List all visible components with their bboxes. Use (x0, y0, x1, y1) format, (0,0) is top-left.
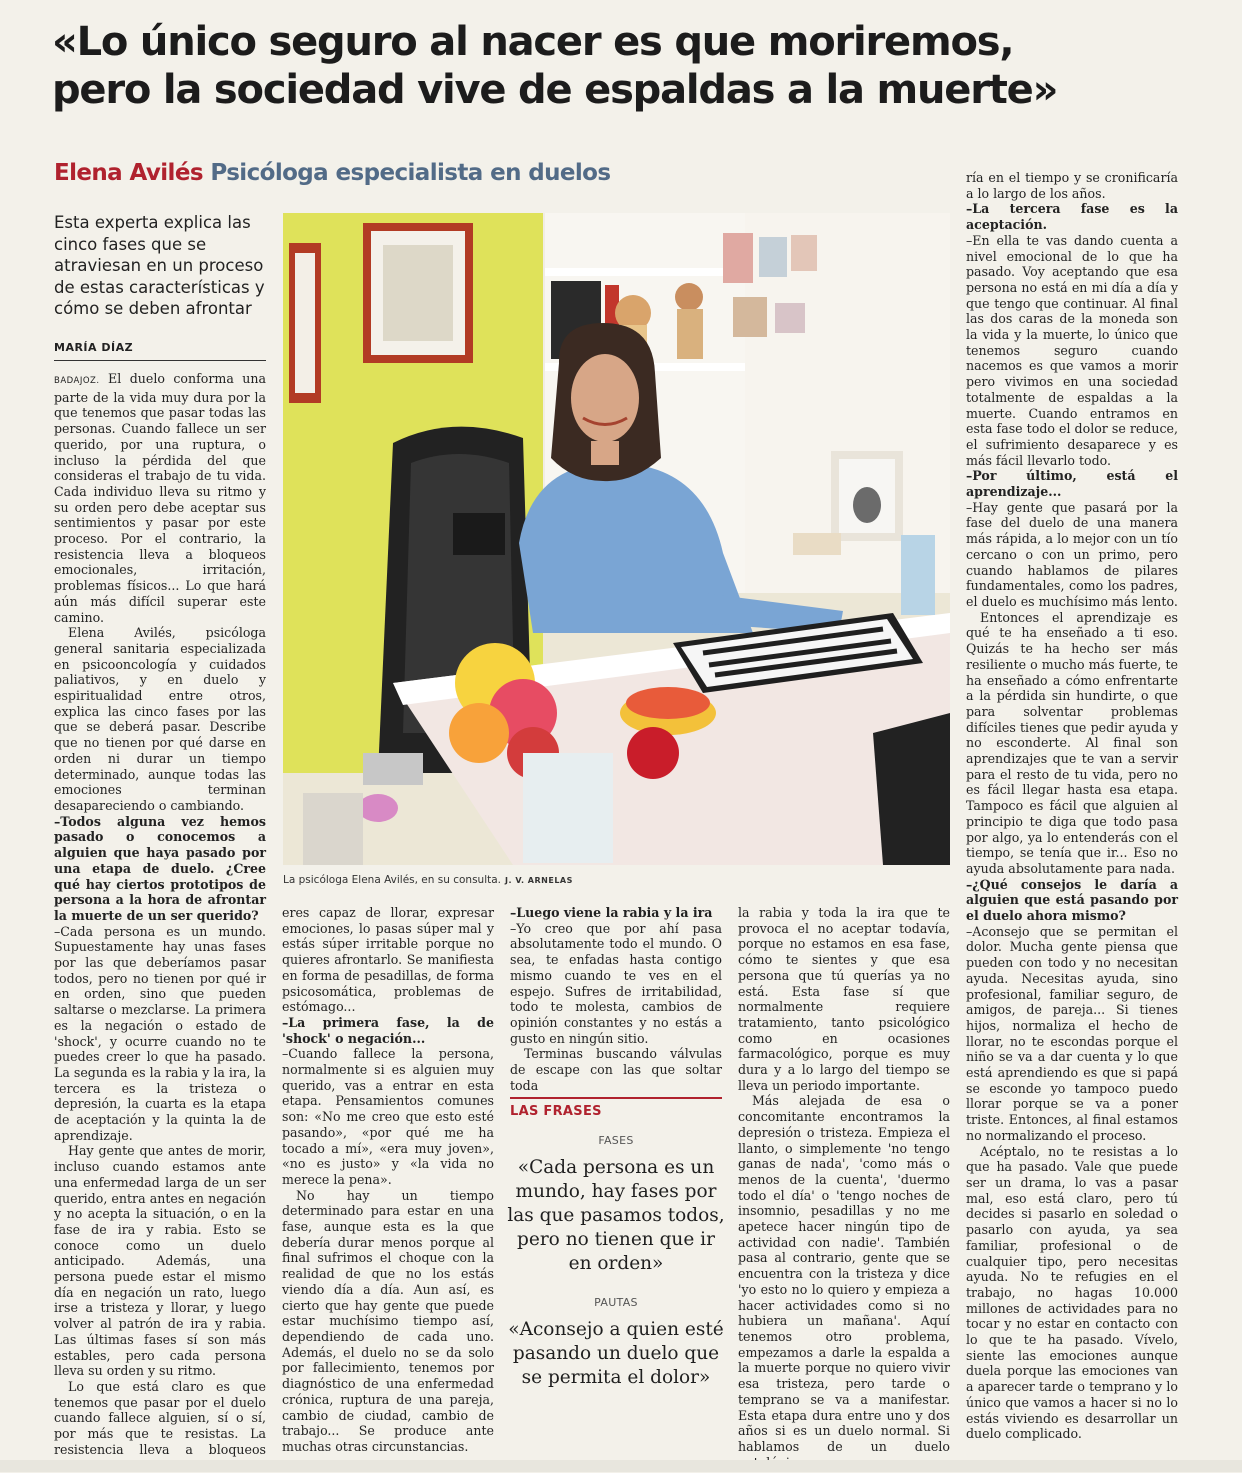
author-rule (54, 360, 266, 361)
col5-answer-3: –Aconsejo que se permitan el dolor. Mucha gente piensa que pueden con todo y no necesitan ayuda. Necesitas ayuda, sino profesional, familiar seguro, de amigos, de pareja... Si tienes hijos, normaliza el hecho de llorar, no te escondas porque el niño se va a dar cuenta y lo que está aprendiendo es que si papá se esconde yo tampoco puedo llorar porque se va a poner triste. Entonces, al final estamos no normalizando el proceso. (966, 923, 1178, 1143)
col1-paragraph-2: Elena Avilés, psicóloga general sanitaria especializada en psicooncología y cuidados paliativos, y en duelo y espiritualidad entre otros, explica las cinco fases por las que se deberá pasar. Describe que no tienen por qué darse en orden ni durar un tiempo determinado, aunque todas las emociones terminan desapareciendo o cambiando. (54, 625, 266, 813)
article-photo (283, 213, 950, 865)
col3-question-1: –Luego viene la rabia y la ira (510, 905, 713, 920)
column-5 (966, 170, 1178, 1442)
photo-caption (283, 874, 573, 886)
frases-rule (510, 1097, 722, 1099)
col2-answer-1: –Cuando fallece la persona, normalmente si es alguien muy querido, vas a entrar en esta etapa. Pensamientos comunes son: «No me creo que esto esté pasando», «por qué me ha tocado a mí», «era muy joven», «no es justo» y «la vida no merece la pena». (282, 1046, 494, 1187)
bottom-strip (0, 1460, 1242, 1472)
col4-paragraph-1: la rabia y toda la ira que te provoca el no aceptar todavía, porque no estamos en esa fase, cómo te sientes y que esa persona que tú querías ya no está. Esta fase sí que normalmente requiere tratamiento, tanto psicológico como en ocasiones farmacológico, porque es muy dura y a lo largo del tiempo se lleva un periodo importante. (738, 905, 950, 1093)
col4-paragraph-2: Más alejada de esa o concomitante encontramos la depresión o tristeza. Empieza el llanto, o simplemente 'no tengo ganas de nada', 'como más o menos de la cuenta', 'duermo todo el día' o 'tengo noches de insomnio, pesadillas y no me apetece hacer ningún tipo de actividad con nadie'. También pasa al contrario, gente que se encuentra con la tristeza y dice 'yo esto no lo quiero y empieza a hacer actividades como si no hubiera un mañana'. Aquí tenemos otro problema, empezamos a darle la espalda a la muerte porque no quiero vivir esa tristeza, pero tarde o temprano se va a manifestar. Esta etapa dura entre uno y dos años si es un duelo normal. Si hablamos de un duelo (738, 1093, 950, 1454)
col5-paragraph-2: Entonces el aprendizaje es qué te ha enseñado a ti eso. Quizás te ha hecho ser más resiliente o mucho más fuerte, te ha enseñado a cómo enfrentarte a la pérdida sin hundirte, o que para solventar problemas difíciles tienes que pedir ayuda y no esconderte. Al final son aprendizajes que te van a servir para el resto de tu vida, pero no es fácil llegar hasta esa etapa. Tampoco es fácil que alguien al principio te diga que todo pasa por algo, ya lo entenderás con el tiempo, se tenía que ir... Eso no ayuda absolutamente para nada. (966, 609, 1178, 876)
col5-question-2: –Por último, está el aprendizaje... (966, 468, 1178, 500)
column-3 (510, 905, 722, 1093)
column-2 (282, 905, 494, 1455)
col3-paragraph-1: Terminas buscando válvulas de escape con las que soltar toda (510, 1046, 722, 1093)
col5-paragraph-3: Acéptalo, no te resistas a lo que ha pasado. Vale que puede ser un drama, lo vas a pasar mal, eso está claro, pero tú decides si pasarlo en soledad o pasarlo con ayuda, ya sea familiar, profesional o de cualquier tipo, pero necesitas ayuda. No te refugies en el trabajo, no hagas 10.000 millones de actividades para no tocar y no estar en contacto con lo que te ha pasado. Vívelo, siente las emociones aunque duela porque las emociones van a aparecer tarde o temprano y lo único que vamos a hacer si no lo estás viviendo es desarrollar un duelo complicado. (966, 1143, 1178, 1442)
subtitle: Esta experta explica las cinco fases que se atraviesan en un proceso de estas características y cómo se deben afrontar (54, 213, 265, 318)
photo-illustration (283, 213, 950, 865)
headline-line-2: pero la sociedad vive de espaldas a la muerte» (52, 67, 1058, 113)
headline (52, 18, 1192, 114)
caption-text: La psicóloga Elena Avilés, en su consulta. (283, 874, 502, 886)
col2-paragraph-2: No hay un tiempo determinado para estar en una fase, aunque esta es la que debería durar menos porque al final sufrimos el choque con la realidad de que no los estás viendo día a día. Aun así, es cierto que hay gente que puede estar muchísimo tiempo así, dependiendo de cada uno. Además, el duelo no se da solo por fallecimiento, tenemos por diagnóstico de una enfermedad crónica, ruptura de una pareja, cambio de ciudad, cambio de trabajo... Se produce ante muchas otras circunstancias. (282, 1187, 494, 1454)
col5-answer-2: –Hay gente que pasará por la fase del duelo de una manera más rápida, a lo mejor con un tío cercano o con un primo, pero cuando hablamos de pilares fundamentales, como los padres, el duelo es muchísimo más lento. (966, 499, 1178, 609)
col2-question-1: –La primera fase, la de 'shock' o negación... (282, 1014, 494, 1046)
frases-label-pautas: PAUTAS (594, 1296, 638, 1309)
col1-paragraph-1: El duelo conforma una parte de la vida muy dura por la que tenemos que pasar todas las personas. Cuando fallece un ser querido, por una ruptura, o incluso la pérdida del que consideras el trabajo de tu vida. Cada individuo lleva su ritmo y su orden pero debe aceptar sus sentimientos y pasar por este proceso. Por el contrario, la resistencia lleva a bloqueos emocionales, irritación, problemas físicos... Lo que hará aún más difícil superar este camino. (54, 371, 266, 625)
byline-name: Elena Avilés (54, 160, 203, 186)
frases-title: LAS FRASES (510, 1104, 602, 1119)
byline-role: Psicóloga especialista en duelos (210, 160, 611, 186)
column-1 (54, 371, 266, 1473)
photo-credit: J. V. ARNELAS (505, 876, 573, 885)
dateline: BADAJOZ. (54, 376, 100, 386)
frases-quote-2: «Aconsejo a quien esté pasando un duelo que se permita el dolor» (508, 1319, 724, 1388)
col1-paragraph-4: Lo que está claro es que tenemos que pasar por el duelo cuando fallece alguien, sí o sí, por más que te resistas. La resistencia lleva a bloqueos (54, 1379, 266, 1457)
col5-question-3: –¿Qué consejos le daría a alguien que está pasando por el duelo ahora mismo? (966, 876, 1178, 924)
byline (54, 160, 610, 186)
col3-answer-1: –Yo creo que por ahí pasa absolutamente todo el mundo. O sea, te enfadas hasta contigo mismo cuando te ves en el espejo. Sufres de irritabilidad, todo te molesta, cambios de opinión constantes y no estás a gusto en ningún sitio. (510, 920, 722, 1046)
column-4 (738, 905, 950, 1470)
col5-paragraph-1: ría en el tiempo y se cronificaría a lo largo de los años. (966, 170, 1178, 201)
headline-line-1: «Lo único seguro al nacer es que moriremos, (52, 19, 1014, 65)
col1-question-1: –Todos alguna vez hemos pasado o conocemos a alguien que haya pasado por una etapa de duelo. ¿Cree qué hay ciertos prototipos de persona a la hora de afrontar la muerte de un ser querido? (54, 813, 266, 923)
frases-label-fases: FASES (598, 1134, 634, 1147)
col2-paragraph-1: eres capaz de llorar, expresar emociones, lo pasas súper mal y estás súper irritable porque no quieres afrontarlo. Se manifiesta en forma de pesadillas, de forma psicosomática, problemas de estómago... (282, 905, 494, 1015)
frases-quote-1: «Cada persona es un mundo, hay fases por las que pasamos todos, pero no tienen que ir en orden» (507, 1157, 725, 1274)
col5-question-1: –La tercera fase es la aceptación. (966, 201, 1178, 233)
col1-answer-1: –Cada persona es un mundo. Supuestamente hay unas fases por las que deberíamos pasar todos, pero no tienen por qué ir en orden, sino que pueden saltarse o mezclarse. La primera es la negación o estado de 'shock', y ocurre cuando no te puedes creer lo que ha pasado. La segunda es la rabia y la ira, la tercera es la tristeza o depresión, la cuarta es la etapa de aceptación y la quinta la de aprendizaje. (54, 923, 266, 1143)
col5-answer-1: –En ella te vas dando cuenta a nivel emocional de lo que ha pasado. Voy aceptando que esa persona no está en mi día a día y que tengo que continuar. Al final las dos caras de la moneda son la vida y la muerte, lo único que tenemos seguro cuando nacemos es que vamos a morir pero vivimos en una sociedad totalmente de espaldas a la muerte. Cuando entramos en esta fase todo el dolor se reduce, el sufrimiento desaparece y es más fácil llevarlo todo. (966, 232, 1178, 468)
author: MARÍA DÍAZ (54, 341, 134, 354)
col1-paragraph-3: Hay gente que antes de morir, incluso cuando estamos ante una enfermedad larga de un ser querido, entra antes en negación y no acepta la situación, o en la fase de ira y rabia. Esto se conoce como un duelo anticipado. Además, una persona puede estar el mismo día en negación un rato, luego irse a tristeza y llorar, y luego volver al patrón de ira y rabia. Las últimas fases sí son más estables, pero cada persona lleva su orden y su ritmo. (54, 1143, 266, 1379)
